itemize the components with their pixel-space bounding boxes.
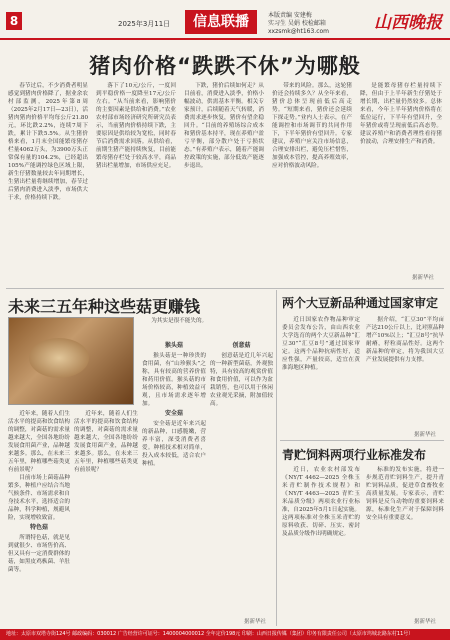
page-footer: 地址：太原市双塔寺街124号 邮政编码：030012 广告经营许可证号：1400004000012 全年定价198元 印刷：山西日报传媒（集团）印务有限责任公司（太原市坞城北路东村11号） [0, 629, 450, 640]
article1-headline: 猪肉价格“跌跌不休”为哪般 [89, 54, 361, 78]
subheading: 创意菇 [232, 342, 251, 349]
mushroom-photo [8, 317, 134, 405]
article2-text: 安全菇是近年来兴起的新品种，口感脆嫩，营养丰富，深受消费者喜爱。种植技术相对简单，投入成本较低，适合农户种植。 [142, 421, 206, 467]
article1-column [184, 82, 264, 282]
newspaper-logo: 山西晚报 [374, 13, 442, 33]
image-caption [140, 317, 272, 337]
article2-column [142, 340, 206, 625]
article1-column [360, 82, 442, 270]
article4-byline: 据新华社 [414, 619, 437, 625]
article2-text: 所谓特色菇，就是见到就很少、市场售价高、但又具有一定消费群体的菇，如黑皮鸡枞菌、羊肚菌等。 [8, 535, 70, 573]
article2-headline: 未来三五年种这些菇更赚钱 [8, 297, 201, 316]
editor-line: 实习生 吴娟 校检邮箱 xxzsmk@ht163.com [268, 20, 330, 35]
article2-text: 近年来，随着人们生活水平的提高和饮食结构的调整，对菌菇的需求量越来越大，全国各地纷纷发展食用菌产业，品种越来越多。那么，在未来三五年里，种植哪些菇类更有前景呢？ [8, 411, 70, 473]
article2-column [8, 410, 70, 625]
article3-headline: 两个大豆新品种通过国家审定 [282, 296, 439, 310]
article4-column [366, 466, 444, 616]
article1-column [96, 82, 176, 282]
article1-text: 是能繁母猪存栏量持续下降，但由于上半年新生仔猪处于增长期，出栏量仍然较多。总体来看，今年上半年猪肉价格将在低位运行，下半年有望回升，全年猪价或将呈现前低后高态势。建议养殖户和消费者理性看待猪价波动，合理安排生产和消费。 [360, 83, 442, 145]
article3-column [366, 316, 444, 428]
article4-headline: 青贮饲料两项行业标准发布 [282, 448, 427, 462]
article2-column [210, 340, 273, 620]
page-header [0, 0, 450, 40]
article1-column [272, 82, 352, 282]
article1-byline: 据新华社 [412, 275, 435, 281]
caption-text: 为其实是很不能失的。 [151, 318, 208, 324]
article2-text: 近年来，随着人们生活水平的提高和饮食结构的调整，对菌菇的需求量越来越大，全国各地纷纷发展食用菌产业，品种越来越多。那么，在未来三五年里，种植哪些菇类更有前景呢？ [74, 411, 138, 473]
article4-text: 标准的发布实施，将进一步规范青贮饲料生产，提升青贮饲料品质，促进草食畜牧业高质量发展。专家表示，青贮饲料是反刍动物的重要饲料来源，标准化生产对于保障饲料安全具有重要意义。 [366, 467, 444, 521]
page-number: 8 [6, 12, 22, 30]
article3-text: 据介绍，“汇豆30”平均亩产达210公斤以上，比对照品种增产10%以上；“汇豆8号”抗旱耐瘠，籽粒商品性好。这两个新品种的审定，将为我国大豆产业发展提供有力支撑。 [366, 317, 444, 363]
article2-text: 目前市场上菌菇品种繁多，种植户应结合当地气候条件、市场需求和自身技术水平，选择适合的品种，科学种植，规避风险，实现增收致富。 [8, 475, 70, 521]
article2-byline: 据新华社 [244, 619, 267, 625]
mushroom-shape [29, 338, 89, 378]
article3-text: 近日国家农作物品种审定委员会发布公告，由山西农业大学选育的两个大豆新品种“汇豆30”“汇豆8号”通过国家审定。这两个品种抗病性好，适应性强，产量较高，适宜在黄淮海地区种植。 [282, 317, 360, 371]
divider [276, 290, 277, 626]
article1-text: 落下了10元/公斤，一度回到平稳价格一度降至17元/公斤左右。“从当前来看，影响猪价的主要因素是供给和消费。”农业农村部市场经济研究所研究员表示，当前猪肉价格持续下跌，主要原因是供给较为宽松，同时春节后消费需求回落。从供给看，前期生猪产能持续恢复，目前能繁母猪存栏处于较高水平，商品猪出栏量增加，市场供应充足。 [96, 83, 176, 169]
section-title: 信息联播 [185, 10, 257, 34]
divider [280, 440, 444, 441]
article2-column [74, 410, 138, 625]
subheading: 安全菇 [164, 410, 183, 417]
divider [6, 288, 444, 289]
article4-column [282, 466, 360, 624]
issue-date: 2025年3月11日 [118, 20, 171, 28]
article2-text: 创意菇是近几年兴起的一种新型菌菇，外观独特，具有较高的观赏价值和食用价值，可以作为盆栽销售，也可以用于休闲农业观光采摘，附加值较高。 [210, 353, 273, 407]
article1-column [8, 82, 88, 282]
editor-line: 本版责编 安建梅 [268, 12, 312, 19]
article1-text: 下跌，猪价后续如何走？从目前看，消费进入淡季，价格小幅波动，供需基本平衡。相关专家预计，后续随着天气转暖，消费需求逐步恢复，猪价有望企稳回升。“目前的养殖场综合成本和猪价基本持平，现在养殖户盈亏平衡，部分散户处于亏损状态。”有养殖户表示，随着产能调控政策的实施，部分低效产能逐步退出。 [184, 83, 264, 169]
article3-byline: 据新华社 [414, 432, 437, 438]
article1-text: 带来的风险。那么，这轮猪价还会持续多久？从全年来看，猪价总体呈现前低后高走势。“短期来看，猪价还会延续下探走势。”业内人士表示，在产能调控和市场调节的共同作用下，下半年猪价有望回升。专家建议，养殖户应关注市场信息，合理安排出栏，避免压栏惜售，加强成本管控，提高养殖效率，应对价格波动风险。 [272, 83, 352, 169]
article4-text: 近日，农业农村部发布《NY/T 4462—2025 全株玉米青贮制作技术规程》和《NY/T 4463—2025 青贮玉米品质分级》两项农业行业标准，自2025年5月1日起实施。这两项标准对全株玉米青贮的原料收获、切碎、压实、密封及品质分级作出明确规定。 [282, 467, 360, 537]
article2-text: 猴头菇是一种珍贵的食用菌，有“山珍猴头”之称，具有较高的营养价值和药用价值。猴头菇的市场价格较高，种植效益可观，且市场需求逐年增加。 [142, 353, 206, 407]
subheading: 猴头菇 [164, 342, 183, 349]
editor-info [268, 12, 378, 36]
article1-text: 春节过后，不少消费者明显感觉到猪肉价格降了，据业余农村部监测，2025年第8周（2025年2月17日—23日），活猪肉猪肉价格平均每公斤21.80元，环比跌2.2%，连续7周下跌，累计下跌5.5%。从生猪价格来看，1月末全国能繁母猪存栏量4062万头，为3900万头正常保有量的104.2%，已经超出105%产能调控绿色区域上限，新生仔猪数量较去年同期增长，生猪出栏量将继续增加，春节过后猪肉消费进入淡季，市场供大于求，价格持续下跌。 [8, 83, 88, 201]
subheading: 特色菇 [29, 524, 48, 531]
article3-column [282, 316, 360, 436]
